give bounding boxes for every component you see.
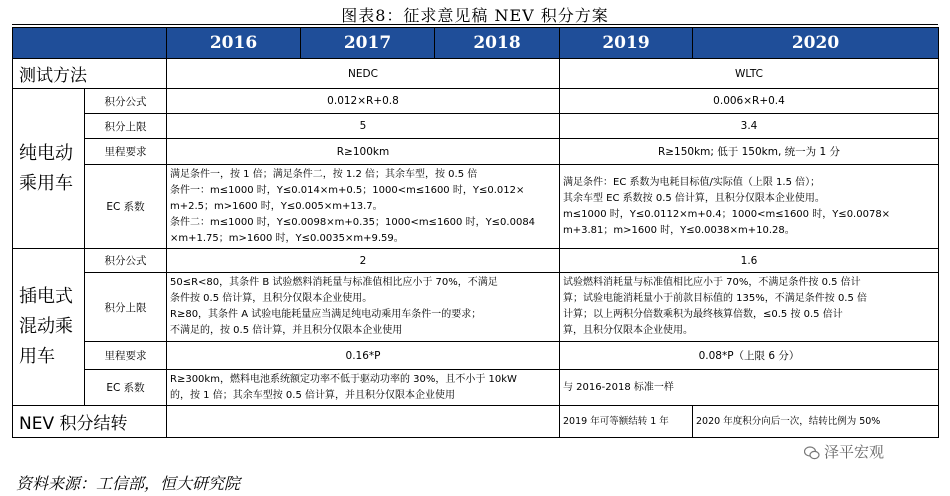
bev-ec-2016-2018 [167, 165, 560, 249]
header-year-2017: 2017 [301, 28, 435, 59]
phev-limit-label: 积分上限 [85, 273, 167, 342]
bev-limit-2016-2018: 5 [167, 114, 560, 139]
phev-limit-b-line: 算；试验电能消耗量小于前款目标值的 135%，不满足条件按 0.5 倍 [563, 293, 868, 304]
phev-ec-a-line: 的，按 1 倍；其余车型按 0.5 倍计算，并且积分仅限本企业使用 [170, 389, 455, 401]
bev-limit-row [13, 114, 939, 139]
nev-credit-table [12, 27, 939, 438]
nev-transfer-row [13, 406, 939, 438]
bev-limit-label: 积分上限 [85, 114, 167, 139]
phev-ec-2016-2018 [167, 370, 560, 406]
phev-limit-b-line: 试验燃料消耗量与标准值相比应小于 70%，不满足条件按 0.5 倍计 [563, 277, 861, 288]
nev-transfer-2019: 2019 年可等额结转 1 年 [560, 406, 693, 438]
phev-range-label: 里程要求 [85, 342, 167, 370]
header-blank-cell [13, 28, 167, 59]
phev-limit-2019-2020 [560, 273, 939, 342]
phev-limit-a-line: 50≤R<80，其条件 B 试验燃料消耗量与标准值相比应小于 70%，不满足 [170, 277, 498, 288]
title-divider [12, 24, 938, 25]
header-year-2016: 2016 [167, 28, 301, 59]
bev-formula-2016-2018: 0.012×R+0.8 [167, 89, 560, 114]
phev-range-2016-2018: 0.16*P [167, 342, 560, 370]
bev-ec-a-line: 满足条件一，按 1 倍；满足条件二，按 1.2 倍；其余车型，按 0.5 倍 [170, 168, 478, 180]
nev-transfer-2020: 2020 年度积分向后一次，结转比例为 50% [693, 406, 939, 438]
bev-formula-label: 积分公式 [85, 89, 167, 114]
phev-formula-2016-2018: 2 [167, 249, 560, 273]
phev-ec-2019-2020: 与 2016-2018 标准一样 [560, 370, 939, 406]
phev-limit-a-line: 不满足的，按 0.5 倍计算，并且积分仅限本企业使用 [170, 325, 403, 336]
bev-ec-label: EC 系数 [85, 165, 167, 249]
phev-limit-row [13, 273, 939, 342]
bev-ec-a-line: m+2.5；m>1600 时，Y≤0.005×m+13.7。 [170, 200, 383, 212]
source-note: 资料来源：工信部，恒大研究院 [16, 474, 241, 493]
phev-formula-row [13, 249, 939, 273]
bev-range-label: 里程要求 [85, 139, 167, 165]
test-method-2016-2018: NEDC [167, 59, 560, 89]
bev-ec-a-line: 条件一：m≤1000 时，Y≤0.014×m+0.5；1000<m≤1600 时，Y≤0.012× [170, 184, 525, 196]
bev-ec-b-line: m+3.81；m>1600 时，Y≤0.0038×m+10.28。 [563, 224, 795, 236]
header-year-2020: 2020 [693, 28, 939, 59]
phev-ec-a-line: R≥300km，燃料电池系统额定功率不低于驱动功率的 30%，且不小于 10kW [170, 373, 517, 385]
phev-limit-b-line: 算，且积分仅限本企业使用。 [563, 325, 693, 336]
phev-limit-2016-2018 [167, 273, 560, 342]
test-method-2019-2020: WLTC [560, 59, 939, 89]
phev-range-2019-2020: 0.08*P（上限 6 分） [560, 342, 939, 370]
phev-range-row [13, 342, 939, 370]
bev-ec-a-line: ×m+1.75；m>1600 时，Y≤0.0035×m+9.59。 [170, 232, 404, 244]
bev-formula-row [13, 89, 939, 114]
bev-ec-b-line: 满足条件：EC 系数为电耗目标值/实际值（上限 1.5 倍）； [563, 176, 821, 188]
nev-transfer-2016-2018 [167, 406, 560, 438]
phev-ec-label: EC 系数 [85, 370, 167, 406]
bev-formula-2019-2020: 0.006×R+0.4 [560, 89, 939, 114]
phev-limit-a-line: 条件按 0.5 倍计算，且积分仅限本企业使用。 [170, 293, 373, 304]
phev-formula-label: 积分公式 [85, 249, 167, 273]
bev-ec-b-line: m≤1000 时，Y≤0.0112×m+0.4；1000<m≤1600 时，Y≤0.0078× [563, 208, 891, 220]
header-year-2018: 2018 [435, 28, 560, 59]
bev-ec-2019-2020 [560, 165, 939, 249]
wechat-icon [804, 445, 820, 461]
bev-range-row [13, 139, 939, 165]
bev-category-label: 纯电动乘用车 [13, 89, 85, 249]
bev-range-2019-2020: R≥150km; 低于 150km, 统一为 1 分 [560, 139, 939, 165]
nev-transfer-label: NEV 积分结转 [13, 406, 167, 438]
watermark [804, 441, 884, 462]
phev-ec-row [13, 370, 939, 406]
phev-category-label: 插电式混动乘用车 [13, 249, 85, 406]
bev-range-2016-2018: R≥100km [167, 139, 560, 165]
phev-formula-2019-2020: 1.6 [560, 249, 939, 273]
header-row [13, 28, 939, 59]
bev-ec-a-line: 条件二：m≤1000 时，Y≤0.0098×m+0.35；1000<m≤1600 时，Y≤0.0084 [170, 216, 536, 228]
phev-limit-a-line: R≥80，其条件 A 试验电能耗量应当满足纯电动乘用车条件一的要求； [170, 309, 482, 320]
test-method-row [13, 59, 939, 89]
bev-limit-2019-2020: 3.4 [560, 114, 939, 139]
figure-title: 图表8：征求意见稿 NEV 积分方案 [341, 6, 609, 25]
phev-limit-b-line: 计算；以上两积分倍数乘积为最终核算倍数，≤0.5 按 0.5 倍计 [563, 309, 843, 320]
header-year-2019: 2019 [560, 28, 693, 59]
test-method-label: 测试方法 [13, 59, 167, 89]
bev-ec-row [13, 165, 939, 249]
watermark-text: 泽平宏观 [824, 443, 885, 461]
bev-ec-b-line: 其余车型 EC 系数按 0.5 倍计算，且积分仅限本企业使用。 [563, 192, 825, 204]
